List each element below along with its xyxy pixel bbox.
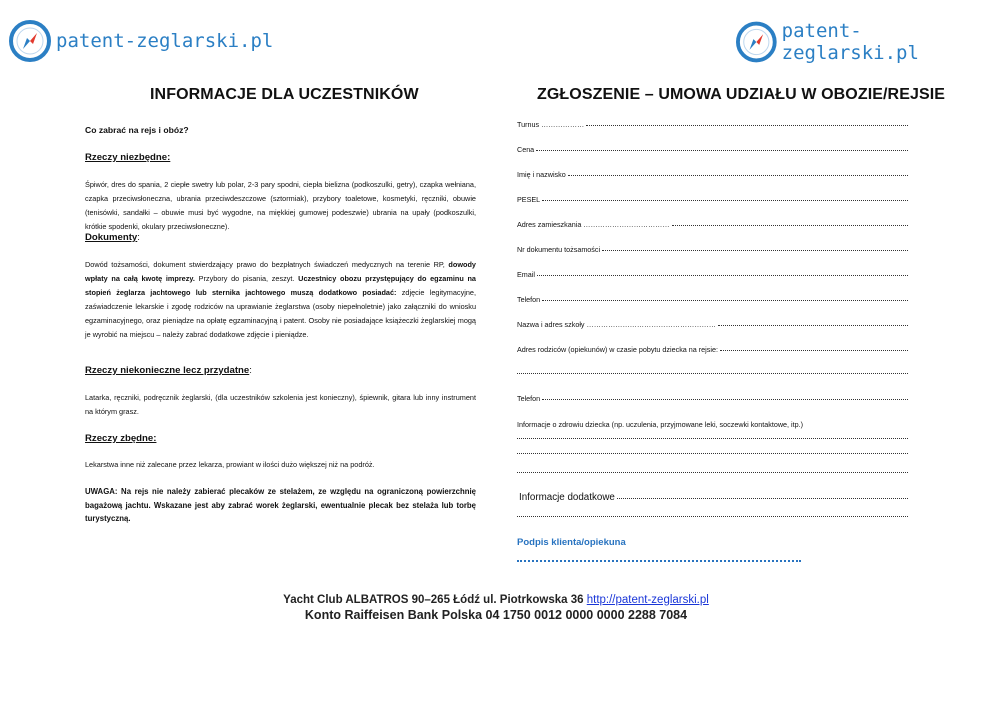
- field-zdrowie[interactable]: [517, 420, 908, 429]
- compass-icon: [9, 20, 51, 62]
- field-label: Cena: [517, 145, 535, 154]
- optional-heading: Rzeczy niekonieczne lecz przydatne: [85, 365, 250, 376]
- doc-text-2: Przybory do pisania, zeszyt.: [194, 274, 299, 283]
- warning-text: UWAGA: Na rejs nie należy zabierać plecaków ze stelażem, ze względu na ograniczoną powierzchnię bagażową jachtu. Wskazane jest aby zabrać worek żeglarski, ewentualnie plecak bez stelaża lub torbę turystyczną.: [85, 487, 476, 523]
- field-cena[interactable]: [517, 145, 908, 154]
- field-pesel[interactable]: [517, 195, 908, 204]
- signature-label: Podpis klienta/opiekuna: [517, 537, 626, 548]
- field-line: [672, 225, 908, 226]
- documents-paragraph: [85, 258, 476, 342]
- unneeded-heading: Rzeczy zbędne:: [85, 433, 157, 444]
- field-label: PESEL: [517, 195, 541, 204]
- field-line: [586, 125, 908, 126]
- field-rodzice-line2[interactable]: [517, 373, 908, 374]
- optional-colon: :: [249, 365, 252, 376]
- logo-right: [736, 20, 992, 64]
- field-dodatkowe[interactable]: [519, 492, 908, 503]
- field-dodatkowe-line2[interactable]: [517, 516, 908, 517]
- documents-text: [85, 258, 476, 342]
- field-telefon-2[interactable]: [517, 394, 908, 403]
- field-telefon[interactable]: [517, 295, 908, 304]
- field-line: [536, 150, 908, 151]
- field-line: [718, 325, 908, 326]
- optional-paragraph: Latarka, ręczniki, podręcznik żeglarski, (dla uczestników szkolenia jest konieczny), śpiewnik, gitara lub inny instrument na którym grasz.: [85, 393, 476, 416]
- field-line: [542, 300, 908, 301]
- field-label: Telefon: [517, 295, 541, 304]
- field-line: [542, 399, 908, 400]
- field-email[interactable]: [517, 270, 908, 279]
- field-line: [720, 350, 908, 351]
- logo-left: [9, 20, 273, 62]
- documents-heading: Dokumenty: [85, 232, 138, 243]
- necessary-heading: Rzeczy niezbędne:: [85, 152, 171, 163]
- optional-text: [85, 391, 476, 419]
- right-title: ZGŁOSZENIE – UMOWA UDZIAŁU W OBOZIE/REJSIE: [537, 86, 946, 103]
- necessary-paragraph: Śpiwór, dres do spania, 2 ciepłe swetry lub polar, 2-3 pary spodni, ciepła bielizna (podkoszulki, getry), czapka wełniana, czapka przeciwsłoneczna, ubrania przeciwdeszczowe (sztormiak), przybory toaletowe, kosmetyki, ręczniki, obuwie (tenisówki, sandałki – obuwie musi być wygodne, na miękkiej gumowej podeszwie) ubrania na upały (podkoszulki, krótkie spodenki, okulary przeciwsłoneczne).: [85, 180, 476, 231]
- documents-heading-wrap: [85, 231, 476, 245]
- necessary-text: [85, 178, 476, 234]
- signature-line[interactable]: [517, 560, 801, 562]
- field-zdrowie-line3[interactable]: [517, 472, 908, 473]
- doc-bold-2: Uczestnicy obozu przystępujący do egzaminu na stopień żeglarza jachtowego lub sternika jachtowego muszą dodatkowo posiadać:: [85, 274, 476, 297]
- unneeded-paragraph: Lekarstwa inne niż zalecane przez lekarza, prowiant w ilości dużo większej niż na podróż.: [85, 460, 375, 469]
- doc-text-1: Dowód tożsamości, dokument stwierdzający prawo do bezpłatnych świadczeń medycznych na terenie RP,: [85, 260, 449, 269]
- field-zdrowie-line2[interactable]: [517, 453, 908, 454]
- footer-address: Yacht Club ALBATROS 90–265 Łódź ul. Piotrkowska 36: [283, 594, 587, 606]
- field-szkola[interactable]: [517, 320, 908, 329]
- footer-line-2: Konto Raiffeisen Bank Polska 04 1750 0012 0000 0000 2288 7084: [304, 608, 688, 622]
- field-label: Nr dokumentu tożsamości: [517, 245, 601, 254]
- field-turnus[interactable]: [517, 120, 908, 129]
- field-zdrowie-line1[interactable]: [517, 438, 908, 439]
- field-line: [537, 275, 908, 276]
- field-dokument[interactable]: [517, 245, 908, 254]
- field-label: Telefon: [517, 394, 541, 403]
- left-title: INFORMACJE DLA UCZESTNIKÓW: [150, 86, 419, 103]
- field-line: [568, 175, 908, 176]
- field-label: Informacje dodatkowe: [519, 492, 615, 503]
- field-line: [602, 250, 908, 251]
- footer-line-1: [0, 594, 992, 606]
- compass-icon: [736, 21, 777, 63]
- unneeded-text: [85, 458, 476, 472]
- field-line: [542, 200, 908, 201]
- logo-text: patent-zeglarski.pl: [56, 30, 274, 52]
- field-label: Email: [517, 270, 535, 279]
- doc-text-3: zdjęcie legitymacyjne, zaświadczenie lekarskie i zgodę rodziców na uprawianie żeglarstwa (osoby niepełnoletnie) jako załączniki do wniosku egzaminacyjnego, oraz pieniądze na opłatę egzaminacyjną i patent. Osoby nie posiadające książeczki żeglarskiej mogą je wyrobić na miejscu – należy zabrać dodatkowe zdjęcie i pieniądze.: [85, 288, 476, 339]
- field-line: [617, 498, 908, 499]
- field-label: Adres zamieszkania ………………………………: [517, 220, 670, 229]
- field-label: Adres rodziców (opiekunów) w czasie pobytu dziecka na rejsie:: [517, 345, 718, 354]
- field-label: Imię i nazwisko: [517, 170, 566, 179]
- field-imie-nazwisko[interactable]: [517, 170, 908, 179]
- doc-bold-1: dowody wpłaty na całą kwotę imprezy.: [85, 260, 476, 283]
- field-rodzice[interactable]: [517, 345, 908, 354]
- optional-heading-wrap: [85, 364, 476, 378]
- question-heading: Co zabrać na rejs i obóz?: [85, 125, 189, 135]
- footer-link[interactable]: http://patent-zeglarski.pl: [586, 594, 709, 606]
- field-label: Informacje o zdrowiu dziecka (np. uczulenia, przyjmowane leki, soczewki kontaktowe, itp.): [517, 420, 804, 429]
- field-adres[interactable]: [517, 220, 908, 229]
- field-label: Nazwa i adres szkoły ………………………………………………: [517, 320, 716, 329]
- logo-text: patent-zeglarski.pl: [781, 20, 919, 64]
- documents-colon: :: [137, 232, 140, 243]
- field-label: Turnus ………………: [517, 120, 585, 129]
